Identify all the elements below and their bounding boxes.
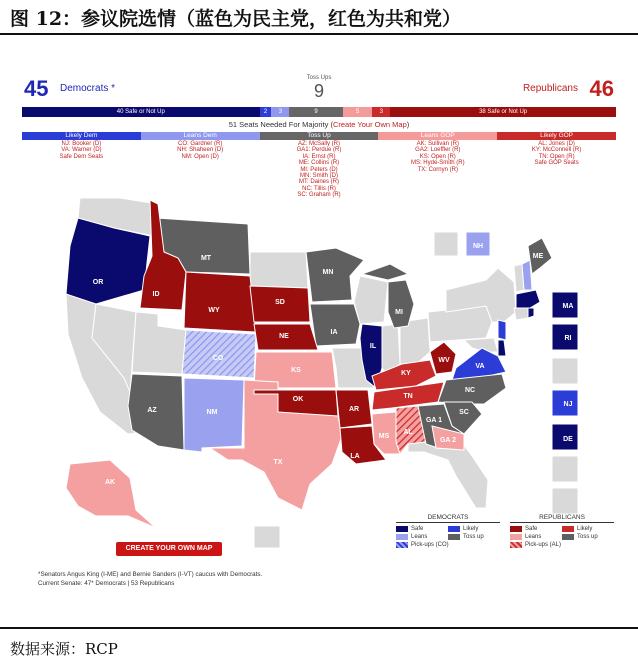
- legend-label: Likely: [463, 526, 479, 532]
- source-note: 数据来源：RCP: [10, 640, 118, 658]
- legend-label: Toss up: [577, 534, 598, 540]
- state-label-ri: RI: [564, 335, 572, 342]
- legend-swatch: [448, 534, 460, 540]
- legend-label: Leans: [525, 534, 542, 540]
- tossup-label: Toss Ups: [306, 75, 332, 81]
- bottom-rule: [0, 627, 638, 629]
- race-link[interactable]: NJ: Booker (D): [61, 141, 102, 147]
- legend-swatch: [396, 526, 408, 532]
- bar-safe-rep: 38 Safe or Not Up: [390, 107, 616, 117]
- race-link[interactable]: MT: Daines (R): [298, 179, 339, 186]
- state-label-nj: NJ: [563, 401, 573, 408]
- state-co[interactable]: [182, 330, 256, 378]
- race-link[interactable]: GA1: Perdue (R): [296, 147, 342, 154]
- legend-dem-header: DEMOCRATS: [396, 514, 500, 523]
- state-vt-box[interactable]: [434, 232, 458, 256]
- state-label-nc: NC: [464, 387, 476, 394]
- bar-safe-dem: 40 Safe or Not Up: [22, 107, 260, 117]
- state-label-ga2: GA 2: [439, 437, 457, 444]
- state-wy[interactable]: [184, 272, 256, 332]
- bar-tossup: 9: [289, 107, 342, 117]
- dem-count: 45: [24, 76, 49, 101]
- create-your-own-map-button[interactable]: CREATE YOUR OWN MAP: [116, 542, 222, 556]
- race-link[interactable]: GA2: Loeffler (R): [415, 147, 461, 154]
- state-label-co: CO: [212, 355, 224, 362]
- bar-likely-dem: 2: [260, 107, 272, 117]
- race-link[interactable]: KY: McConnell (R): [531, 147, 582, 154]
- race-link[interactable]: NC: Tillis (R): [302, 185, 336, 192]
- state-label-tn: TN: [403, 393, 413, 400]
- legend-swatch: [448, 526, 460, 532]
- state-label-tx: TX: [273, 459, 283, 466]
- legend-label: Leans: [411, 534, 428, 540]
- state-label-mi: MI: [395, 309, 403, 316]
- state-nd[interactable]: [250, 252, 308, 288]
- top-rule: [0, 33, 638, 35]
- state-label-ms: MS: [378, 433, 390, 440]
- race-link[interactable]: AL: Jones (D): [538, 141, 575, 147]
- legend-label: Pick-ups (CO): [411, 542, 449, 548]
- state-in[interactable]: [382, 324, 400, 372]
- legend-swatch: [396, 534, 408, 540]
- state-label-ia: IA: [330, 329, 338, 336]
- state-ia[interactable]: [310, 304, 360, 346]
- category-header: Leans Dem: [141, 132, 260, 140]
- state-label-nm: NM: [206, 409, 218, 416]
- legend-swatch: [562, 534, 574, 540]
- footnote: [38, 570, 262, 588]
- legend-dem: [396, 514, 500, 549]
- state-ct[interactable]: [514, 308, 528, 320]
- legend-swatch: [396, 542, 408, 548]
- state-label-mn: MN: [322, 269, 334, 276]
- category-header: Likely Dem: [22, 132, 141, 140]
- state-label-ak: AK: [104, 479, 116, 486]
- box-dc[interactable]: [552, 488, 578, 514]
- create-map-link[interactable]: Create Your Own Map: [332, 120, 407, 129]
- state-label-ky: KY: [401, 370, 411, 377]
- state-label-ok: OK: [292, 396, 304, 403]
- state-ri[interactable]: [528, 308, 534, 318]
- race-link[interactable]: TX: Cornyn (R): [417, 166, 458, 173]
- state-label-ne: NE: [279, 333, 289, 340]
- box-md[interactable]: [552, 456, 578, 482]
- race-link[interactable]: NH: Shaheen (D): [177, 147, 224, 154]
- senate-map-panel: [16, 76, 622, 594]
- race-link[interactable]: TN: Open (R): [538, 153, 575, 160]
- state-hi[interactable]: [254, 526, 280, 548]
- state-label-il: IL: [369, 343, 377, 350]
- state-label-or: OR: [92, 279, 104, 286]
- state-label-la: LA: [350, 453, 360, 460]
- category-header: Toss Up: [260, 132, 379, 140]
- state-ma[interactable]: [516, 290, 540, 308]
- legend-label: Likely: [577, 526, 593, 532]
- race-link[interactable]: MI: Peters (D): [300, 166, 338, 173]
- bar-leans-dem: 3: [271, 107, 289, 117]
- rep-label: Republicans: [522, 83, 578, 94]
- state-label-me: ME: [532, 253, 544, 260]
- state-wi[interactable]: [354, 276, 388, 324]
- legend-swatch: [510, 534, 522, 540]
- state-label-wv: WV: [438, 357, 450, 364]
- state-label-ks: KS: [291, 367, 301, 374]
- legend-rep: [510, 514, 614, 549]
- race-link[interactable]: Safe Dem Seats: [59, 153, 104, 160]
- race-link[interactable]: AZ: McSally (R): [297, 141, 340, 147]
- race-link[interactable]: AK: Sullivan (R): [416, 141, 459, 147]
- state-label-sd: SD: [275, 299, 285, 306]
- state-label-mt: MT: [200, 255, 212, 262]
- map-legend: [396, 514, 614, 568]
- category-header: Likely GOP: [497, 132, 616, 140]
- legend-label: Pick-ups (AL): [525, 542, 562, 548]
- legend-label: Safe: [525, 526, 538, 532]
- state-label-az: AZ: [147, 407, 157, 414]
- state-ut[interactable]: [132, 312, 186, 374]
- state-mn[interactable]: [306, 248, 364, 302]
- race-link[interactable]: Safe GOP Seats: [534, 160, 579, 167]
- legend-swatch: [510, 526, 522, 532]
- footnote-current-senate: Current Senate: 47* Democrats | 53 Republicans: [38, 580, 175, 587]
- state-label-wy: WY: [208, 307, 220, 314]
- state-pa[interactable]: [428, 306, 492, 342]
- race-link[interactable]: SC: Graham (R): [297, 192, 341, 199]
- state-label-al: AL: [403, 429, 413, 436]
- race-link[interactable]: NM: Open (D): [181, 153, 219, 160]
- tossup-count: 9: [313, 81, 324, 101]
- state-label-id: ID: [152, 291, 160, 298]
- legend-swatch: [562, 526, 574, 532]
- legend-label: Safe: [411, 526, 424, 532]
- state-de[interactable]: [498, 340, 506, 356]
- race-link[interactable]: KS: Open (R): [419, 153, 456, 160]
- box-ct[interactable]: [552, 358, 578, 384]
- legend-swatch: [510, 542, 522, 548]
- rep-count: 46: [589, 76, 614, 101]
- majority-line: 51 Seats Needed For Majority (Create Your Own Map): [228, 120, 410, 129]
- state-label-ar: AR: [348, 406, 360, 413]
- race-link[interactable]: CO: Gardner (R): [178, 141, 223, 147]
- race-link[interactable]: ME: Collins (R): [298, 160, 340, 167]
- legend-label: Toss up: [463, 534, 484, 540]
- majority-text: 51 Seats Needed For Majority: [228, 120, 329, 129]
- footnote-caucus: *Senators Angus King (I-ME) and Bernie Sanders (I-VT) caucus with Democrats.: [38, 571, 263, 578]
- state-label-ma: MA: [562, 303, 574, 310]
- state-label-ga1: GA 1: [425, 417, 443, 424]
- category-header: Leans GOP: [378, 132, 497, 140]
- legend-rep-header: REPUBLICANS: [510, 514, 614, 523]
- figure-title: 图 12：参议院选情（蓝色为民主党，红色为共和党）: [10, 8, 462, 30]
- state-label-sc: SC: [459, 409, 469, 416]
- race-link[interactable]: MS: Hyde-Smith (R): [410, 160, 465, 167]
- race-link[interactable]: IA: Ernst (R): [302, 153, 336, 160]
- state-label-nh: NH: [472, 243, 484, 250]
- race-link[interactable]: VA: Warner (D): [61, 147, 102, 154]
- state-label-de: DE: [563, 436, 573, 443]
- bar-leans-rep: 5: [343, 107, 373, 117]
- state-label-va: VA: [475, 363, 485, 370]
- bar-likely-rep: 3: [372, 107, 390, 117]
- race-link[interactable]: MN: Smith (D): [299, 173, 338, 180]
- state-nj[interactable]: [498, 320, 506, 340]
- dem-label: Democrats *: [60, 83, 116, 94]
- state-ak[interactable]: [66, 460, 156, 528]
